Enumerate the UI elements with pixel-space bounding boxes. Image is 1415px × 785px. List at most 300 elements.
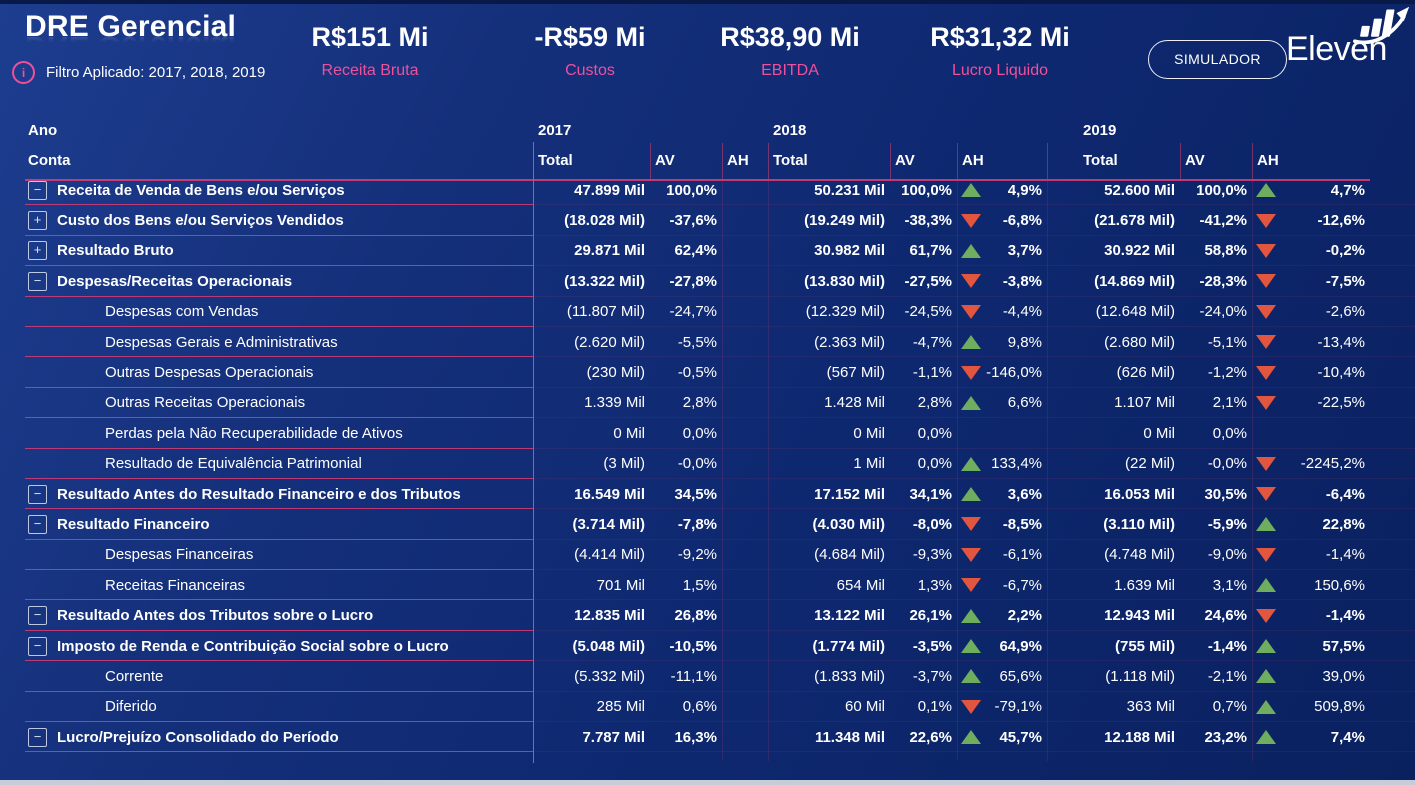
- ah-value: -10,4%: [1317, 364, 1365, 382]
- ah-value: 3,7%: [1007, 242, 1042, 260]
- year-2019: 2019: [1083, 121, 1117, 139]
- cell-ah-2019: [1252, 577, 1370, 594]
- cell-ah-2018: [957, 698, 1047, 715]
- cell-total-2018: 11.348 Mil: [814, 728, 885, 746]
- ah-value: 9,8%: [1007, 333, 1042, 351]
- dre-matrix: [0, 105, 1415, 775]
- window-top-strip: [0, 0, 1415, 4]
- cell-total-2017: (5.048 Mil): [572, 637, 645, 655]
- matrix-header-measure-row: [25, 145, 1415, 175]
- cell-av-2018: 0,0%: [917, 424, 952, 442]
- table-row[interactable]: [25, 509, 1415, 539]
- table-row[interactable]: [25, 357, 1415, 387]
- trend-down-icon: [1256, 244, 1276, 258]
- kpi-lucro-liquido: [900, 22, 1100, 80]
- cell-total-2017: (18.028 Mil): [564, 212, 645, 230]
- ah-value: -146,0%: [986, 364, 1042, 382]
- row-label-cell: [25, 272, 533, 291]
- cell-total-2017: 0 Mil: [613, 424, 645, 442]
- cell-av-2017: 16,3%: [674, 728, 717, 746]
- cell-av-2018: 0,1%: [917, 698, 952, 716]
- cell-ah-2019: [1252, 486, 1370, 503]
- column-divider: [1047, 181, 1048, 761]
- cell-total-2018: 1 Mil: [853, 455, 885, 473]
- row-label: Perdas pela Não Recuperabilidade de Ativos: [105, 424, 403, 442]
- cell-av-2017: 0,6%: [682, 698, 717, 716]
- trend-down-icon: [961, 214, 981, 228]
- table-row[interactable]: [25, 449, 1415, 479]
- cell-av-2017: -24,7%: [669, 303, 717, 321]
- cell-ah-2019: [1252, 212, 1370, 229]
- cell-ah-2018: [957, 729, 1047, 746]
- row-label: Outras Despesas Operacionais: [105, 364, 314, 382]
- expand-toggle-icon[interactable]: +: [28, 241, 47, 260]
- kpi-value: R$31,32 Mi: [930, 22, 1070, 52]
- trend-down-icon: [961, 274, 981, 288]
- ah-value: 64,9%: [999, 637, 1042, 655]
- trend-up-icon: [1256, 639, 1276, 653]
- cell-av-2019: -1,4%: [1207, 637, 1247, 655]
- cell-ah-2019: [1252, 546, 1370, 563]
- collapse-toggle-icon[interactable]: −: [28, 272, 47, 291]
- cell-ah-2018: [957, 668, 1047, 685]
- column-divider: [1047, 143, 1048, 179]
- cell-total-2019: 16.053 Mil: [1104, 485, 1175, 503]
- ah-value: -12,6%: [1317, 212, 1365, 230]
- horizontal-scrollbar[interactable]: [0, 780, 1415, 785]
- cell-total-2019: 30.922 Mil: [1104, 242, 1175, 260]
- cell-total-2017: 12.835 Mil: [574, 607, 645, 625]
- trend-down-icon: [961, 305, 981, 319]
- cell-total-2018: 654 Mil: [836, 576, 885, 594]
- cell-total-2019: (1.118 Mil): [1105, 667, 1175, 685]
- row-label-cell: [25, 303, 533, 320]
- ah-value: -22,5%: [1317, 394, 1365, 412]
- row-label-cell: [25, 728, 533, 747]
- cell-total-2017: (3 Mil): [603, 455, 645, 473]
- cell-av-2019: -41,2%: [1199, 212, 1247, 230]
- cell-av-2019: 2,1%: [1212, 394, 1247, 412]
- table-row[interactable]: [25, 327, 1415, 357]
- matrix-header: [0, 105, 1415, 175]
- row-label: Diferido: [105, 698, 157, 716]
- kpi-label: Lucro Liquido: [951, 62, 1049, 79]
- ah-value: -3,8%: [1002, 272, 1042, 290]
- ah-value: -2,6%: [1325, 303, 1365, 321]
- row-label-cell: [25, 455, 533, 472]
- cell-ah-2019: [1252, 273, 1370, 290]
- cell-total-2019: 363 Mil: [1126, 698, 1175, 716]
- cell-av-2018: -9,3%: [912, 546, 952, 564]
- cell-total-2017: (3.714 Mil): [572, 515, 645, 533]
- ah-value: 509,8%: [1314, 698, 1365, 716]
- col-total-2017: Total: [538, 151, 573, 169]
- ah-value: -1,4%: [1325, 546, 1365, 564]
- trend-up-icon: [1256, 730, 1276, 744]
- row-label: Imposto de Renda e Contribuição Social sobre o Lucro: [57, 637, 449, 655]
- cell-av-2019: 3,1%: [1212, 576, 1247, 594]
- cell-ah-2018: [957, 273, 1047, 290]
- trend-up-icon: [961, 457, 981, 471]
- kpi-value: -R$59 Mi: [534, 22, 646, 52]
- cell-ah-2018: [957, 212, 1047, 229]
- cell-total-2017: (230 Mil): [586, 364, 645, 382]
- row-label-cell: [25, 668, 533, 685]
- col-ah-2017: AH: [727, 151, 749, 169]
- cell-av-2018: -4,7%: [912, 333, 952, 351]
- ah-value: 39,0%: [1322, 667, 1365, 685]
- page-title: DRE Gerencial: [25, 10, 237, 43]
- cell-av-2018: -27,5%: [904, 272, 952, 290]
- column-divider: [957, 181, 958, 761]
- row-label-cell: [25, 241, 533, 260]
- trend-down-icon: [1256, 305, 1276, 319]
- cell-total-2017: (4.414 Mil): [574, 546, 645, 564]
- row-label-cell: [25, 698, 533, 715]
- kpi-label: EBITDA: [761, 62, 819, 79]
- table-row[interactable]: [25, 205, 1415, 235]
- cell-ah-2018: [957, 546, 1047, 563]
- cell-total-2019: (21.678 Mil): [1094, 212, 1175, 230]
- cell-av-2019: 24,6%: [1204, 607, 1247, 625]
- table-row[interactable]: [25, 661, 1415, 691]
- col-ah-2018: AH: [962, 151, 984, 169]
- cell-av-2017: 34,5%: [674, 485, 717, 503]
- cell-ah-2019: [1252, 638, 1370, 655]
- row-label: Resultado Bruto: [57, 242, 174, 260]
- table-row[interactable]: [25, 297, 1415, 327]
- kpi-custos: [490, 22, 690, 80]
- cell-av-2019: 23,2%: [1204, 728, 1247, 746]
- cell-av-2018: -3,7%: [912, 667, 952, 685]
- ah-value: -13,4%: [1317, 333, 1365, 351]
- cell-total-2019: (12.648 Mil): [1095, 303, 1175, 321]
- cell-av-2017: 2,8%: [682, 394, 717, 412]
- cell-ah-2019: [1252, 516, 1370, 533]
- row-label: Corrente: [105, 667, 164, 685]
- table-row[interactable]: [25, 540, 1415, 570]
- cell-av-2019: -5,1%: [1207, 333, 1247, 351]
- column-divider: [722, 181, 723, 761]
- cell-av-2017: -27,8%: [669, 272, 717, 290]
- row-label-cell: [25, 515, 533, 534]
- table-row[interactable]: [25, 692, 1415, 722]
- trend-up-icon: [961, 669, 981, 683]
- cell-total-2017: (13.322 Mil): [564, 272, 645, 290]
- cell-total-2018: 30.982 Mil: [814, 242, 885, 260]
- column-divider: [1180, 143, 1181, 179]
- table-row[interactable]: [25, 175, 1415, 205]
- row-label: Despesas Financeiras: [105, 546, 254, 564]
- row-header-ano: Ano: [28, 121, 58, 139]
- cell-total-2017: (5.332 Mil): [574, 667, 645, 685]
- row-label-cell: [25, 394, 533, 411]
- table-row[interactable]: [25, 388, 1415, 418]
- cell-total-2019: (626 Mil): [1116, 364, 1175, 382]
- cell-av-2018: 1,3%: [917, 576, 952, 594]
- trend-up-icon: [1256, 183, 1276, 197]
- collapse-toggle-icon[interactable]: −: [28, 728, 47, 747]
- collapse-toggle-icon[interactable]: −: [28, 515, 47, 534]
- cell-ah-2019: [1252, 364, 1370, 381]
- cell-ah-2019: [1252, 698, 1370, 715]
- trend-up-icon: [961, 396, 981, 410]
- row-label: Resultado Antes do Resultado Financeiro e dos Tributos: [57, 485, 461, 503]
- row-label: Resultado Financeiro: [57, 515, 210, 533]
- ah-value: 57,5%: [1322, 637, 1365, 655]
- table-row[interactable]: [25, 600, 1415, 630]
- ah-value: -79,1%: [994, 698, 1042, 716]
- kpi-receita-bruta: [270, 22, 470, 80]
- col-total-2019: Total: [1083, 151, 1118, 169]
- col-av-2019: AV: [1185, 151, 1205, 169]
- cell-av-2019: -5,9%: [1207, 515, 1247, 533]
- col-total-2018: Total: [773, 151, 808, 169]
- row-label: Despesas Gerais e Administrativas: [105, 333, 338, 351]
- ah-value: -0,2%: [1325, 242, 1365, 260]
- filter-label: Filtro Aplicado: 2017, 2018, 2019: [46, 64, 266, 81]
- cell-av-2019: -24,0%: [1199, 303, 1247, 321]
- cell-ah-2019: [1252, 607, 1370, 624]
- trend-down-icon: [1256, 457, 1276, 471]
- cell-ah-2019: [1252, 394, 1370, 411]
- ah-value: 6,6%: [1007, 394, 1042, 412]
- collapse-toggle-icon[interactable]: −: [28, 606, 47, 625]
- cell-ah-2018: [957, 577, 1047, 594]
- cell-ah-2018: [957, 607, 1047, 624]
- table-row[interactable]: [25, 236, 1415, 266]
- column-divider: [1252, 181, 1253, 761]
- table-body: [0, 175, 1415, 752]
- cell-av-2018: 2,8%: [917, 394, 952, 412]
- ah-value: 4,9%: [1007, 181, 1042, 199]
- cell-av-2017: 62,4%: [674, 242, 717, 260]
- cell-av-2018: -38,3%: [904, 212, 952, 230]
- ah-value: -8,5%: [1002, 515, 1042, 533]
- row-label-cell: [25, 364, 533, 381]
- column-divider: [650, 143, 651, 179]
- kpi-value: R$38,90 Mi: [720, 22, 860, 52]
- ah-value: -7,5%: [1325, 272, 1365, 290]
- cell-ah-2019: [1252, 303, 1370, 320]
- cell-total-2018: (2.363 Mil): [814, 333, 885, 351]
- trend-up-icon: [961, 487, 981, 501]
- ah-value: -6,8%: [1002, 212, 1042, 230]
- cell-av-2018: 34,1%: [909, 485, 952, 503]
- ah-value: 2,2%: [1007, 607, 1042, 625]
- cell-total-2018: 50.231 Mil: [814, 181, 885, 199]
- cell-av-2019: -28,3%: [1199, 272, 1247, 290]
- trend-down-icon: [961, 517, 981, 531]
- cell-ah-2018: [957, 486, 1047, 503]
- row-label-cell: [25, 606, 533, 625]
- cell-av-2018: -24,5%: [904, 303, 952, 321]
- trend-down-icon: [1256, 366, 1276, 380]
- cell-total-2019: 1.107 Mil: [1114, 394, 1175, 412]
- cell-total-2018: 17.152 Mil: [814, 485, 885, 503]
- trend-down-icon: [961, 548, 981, 562]
- ah-value: -6,4%: [1325, 485, 1365, 503]
- cell-total-2017: 1.339 Mil: [584, 394, 645, 412]
- cell-av-2019: 0,0%: [1212, 424, 1247, 442]
- cell-ah-2018: [957, 516, 1047, 533]
- expand-toggle-icon[interactable]: +: [28, 211, 47, 230]
- row-label: Lucro/Prejuízo Consolidado do Período: [57, 728, 339, 746]
- info-icon: i: [12, 61, 35, 84]
- cell-ah-2019: [1252, 242, 1370, 259]
- row-label-cell: [25, 485, 533, 504]
- trend-up-icon: [961, 244, 981, 258]
- cell-av-2019: -1,2%: [1207, 364, 1247, 382]
- cell-av-2019: 0,7%: [1212, 698, 1247, 716]
- cell-total-2018: (567 Mil): [826, 364, 885, 382]
- ah-value: 7,4%: [1330, 728, 1365, 746]
- collapse-toggle-icon[interactable]: −: [28, 181, 47, 200]
- col-av-2017: AV: [655, 151, 675, 169]
- ah-value: 133,4%: [991, 455, 1042, 473]
- trend-up-icon: [1256, 669, 1276, 683]
- trend-up-icon: [961, 639, 981, 653]
- table-row[interactable]: [25, 418, 1415, 448]
- cell-av-2018: -8,0%: [912, 515, 952, 533]
- row-label-cell: [25, 546, 533, 563]
- table-row[interactable]: [25, 266, 1415, 296]
- cell-total-2017: 29.871 Mil: [574, 242, 645, 260]
- row-label: Resultado de Equivalência Patrimonial: [105, 455, 362, 473]
- cell-ah-2018: [957, 455, 1047, 472]
- cell-total-2017: 47.899 Mil: [574, 181, 645, 199]
- cell-ah-2018: [957, 638, 1047, 655]
- ah-value: 4,7%: [1330, 181, 1365, 199]
- kpi-label: Receita Bruta: [321, 62, 419, 79]
- cell-av-2019: 58,8%: [1204, 242, 1247, 260]
- trend-down-icon: [1256, 609, 1276, 623]
- trend-up-icon: [961, 183, 981, 197]
- cell-total-2019: (14.869 Mil): [1094, 272, 1175, 290]
- trend-up-icon: [1256, 578, 1276, 592]
- row-label: Despesas/Receitas Operacionais: [57, 272, 293, 290]
- table-row[interactable]: [25, 570, 1415, 600]
- cell-total-2018: (1.833 Mil): [814, 667, 885, 685]
- trend-down-icon: [1256, 548, 1276, 562]
- row-label-cell: [25, 425, 533, 442]
- trend-down-icon: [961, 578, 981, 592]
- kpi-ebitda: [690, 22, 890, 80]
- cell-av-2018: 22,6%: [909, 728, 952, 746]
- kpi-label: Custos: [565, 62, 615, 79]
- cell-ah-2019: [1252, 334, 1370, 351]
- column-divider: [533, 142, 534, 763]
- cell-total-2019: (4.748 Mil): [1104, 546, 1175, 564]
- cell-av-2019: -9,0%: [1207, 546, 1247, 564]
- cell-av-2017: -0,5%: [677, 364, 717, 382]
- cell-av-2017: 1,5%: [682, 576, 717, 594]
- trend-down-icon: [961, 700, 981, 714]
- cell-av-2017: 100,0%: [666, 181, 717, 199]
- col-ah-2019: AH: [1257, 151, 1279, 169]
- cell-total-2017: 285 Mil: [596, 698, 645, 716]
- ah-value: 150,6%: [1314, 576, 1365, 594]
- cell-total-2019: (22 Mil): [1124, 455, 1175, 473]
- cell-total-2019: (755 Mil): [1114, 637, 1175, 655]
- cell-total-2018: (19.249 Mil): [804, 212, 885, 230]
- column-divider: [1252, 143, 1253, 179]
- trend-up-icon: [1256, 700, 1276, 714]
- row-label-cell: [25, 181, 533, 200]
- simulator-button[interactable]: SIMULADOR: [1148, 40, 1287, 79]
- col-av-2018: AV: [895, 151, 915, 169]
- eleven-logo: [1286, 4, 1413, 78]
- trend-up-icon: [961, 335, 981, 349]
- trend-down-icon: [961, 366, 981, 380]
- applied-filter: [12, 61, 265, 84]
- column-divider: [768, 181, 769, 761]
- collapse-toggle-icon[interactable]: −: [28, 485, 47, 504]
- trend-down-icon: [1256, 214, 1276, 228]
- cell-av-2018: 100,0%: [901, 181, 952, 199]
- cell-total-2019: (2.680 Mil): [1104, 333, 1175, 351]
- trend-up-icon: [1256, 517, 1276, 531]
- cell-total-2017: 7.787 Mil: [582, 728, 645, 746]
- cell-total-2018: (4.030 Mil): [812, 515, 885, 533]
- cell-ah-2019: [1252, 455, 1370, 472]
- collapse-toggle-icon[interactable]: −: [28, 637, 47, 656]
- table-row[interactable]: [25, 722, 1415, 752]
- cell-total-2018: (1.774 Mil): [812, 637, 885, 655]
- table-row[interactable]: [25, 631, 1415, 661]
- cell-total-2018: (12.329 Mil): [805, 303, 885, 321]
- table-row[interactable]: [25, 479, 1415, 509]
- cell-av-2018: 61,7%: [909, 242, 952, 260]
- cell-av-2018: 0,0%: [917, 455, 952, 473]
- column-divider: [890, 143, 891, 179]
- row-label-cell: [25, 637, 533, 656]
- trend-down-icon: [1256, 487, 1276, 501]
- ah-value: -6,7%: [1002, 576, 1042, 594]
- trend-up-icon: [961, 609, 981, 623]
- cell-av-2017: -37,6%: [669, 212, 717, 230]
- cell-av-2017: 0,0%: [682, 424, 717, 442]
- year-2018: 2018: [773, 121, 807, 139]
- trend-down-icon: [1256, 396, 1276, 410]
- cell-av-2019: -0,0%: [1207, 455, 1247, 473]
- ah-value: 22,8%: [1322, 515, 1365, 533]
- row-label: Receitas Financeiras: [105, 576, 246, 594]
- trend-up-icon: [961, 730, 981, 744]
- cell-ah-2018: [957, 242, 1047, 259]
- cell-total-2018: 60 Mil: [844, 698, 885, 716]
- cell-av-2018: -1,1%: [912, 364, 952, 382]
- ah-value: 65,6%: [999, 667, 1042, 685]
- cell-ah-2018: [957, 182, 1047, 199]
- cell-total-2017: 16.549 Mil: [574, 485, 645, 503]
- cell-total-2018: (4.684 Mil): [814, 546, 885, 564]
- cell-ah-2019: [1252, 182, 1370, 199]
- cell-av-2017: -0,0%: [677, 455, 717, 473]
- cell-total-2017: 701 Mil: [596, 576, 645, 594]
- column-divider: [722, 143, 723, 179]
- cell-ah-2018: [957, 303, 1047, 320]
- row-label-cell: [25, 334, 533, 351]
- cell-total-2019: 1.639 Mil: [1114, 576, 1175, 594]
- row-header-conta: Conta: [28, 151, 71, 169]
- trend-down-icon: [1256, 274, 1276, 288]
- cell-total-2018: 0 Mil: [853, 424, 885, 442]
- row-label: Resultado Antes dos Tributos sobre o Lucro: [57, 607, 374, 625]
- cell-total-2019: 12.188 Mil: [1104, 728, 1175, 746]
- ah-value: -4,4%: [1002, 303, 1042, 321]
- row-label: Despesas com Vendas: [105, 303, 259, 321]
